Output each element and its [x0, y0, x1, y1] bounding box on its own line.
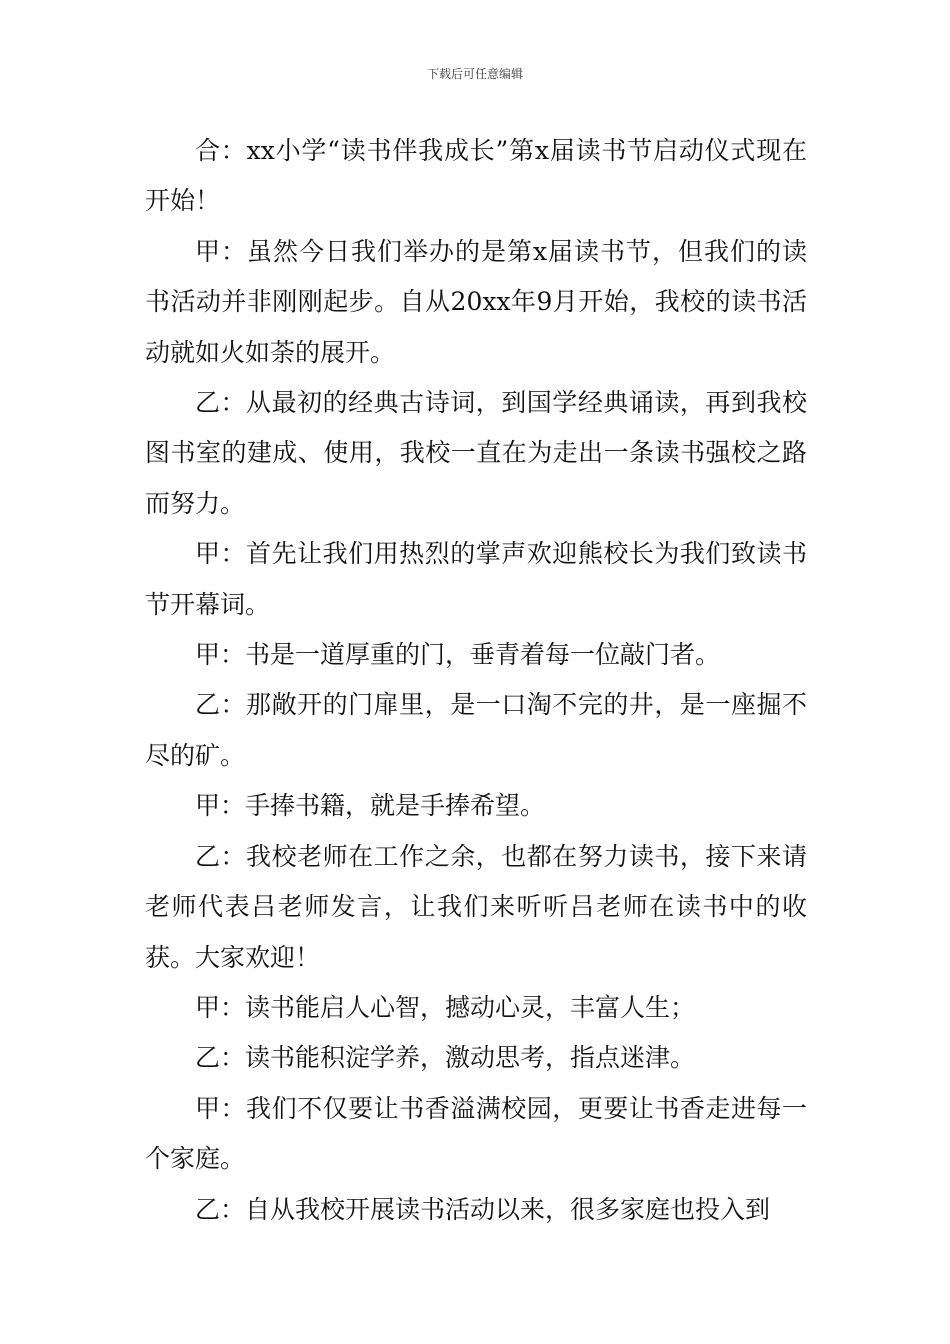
paragraph: 乙：自从我校开展读书活动以来，很多家庭也投入到	[195, 1194, 771, 1224]
paragraph: 乙：读书能积淀学养，激动思考，指点迷津。	[195, 1043, 696, 1073]
paragraph: 乙：我校老师在工作之余，也都在努力读书，接下来请老师代表吕老师发言，让我们来听听吕老师在读书中的收获。大家欢迎！	[145, 841, 807, 972]
paragraph: 乙：那敞开的门扉里，是一口淘不完的井，是一座掘不尽的矿。	[145, 690, 807, 770]
paragraph: 甲：手捧书籍，就是手捧希望。	[195, 791, 546, 821]
paragraph: 甲：我们不仅要让书香溢满校园，更要让书香走进每一个家庭。	[145, 1093, 807, 1174]
page-header-note: 下载后可任意编辑	[426, 67, 523, 81]
paragraph: 甲：书是一道厚重的门，垂青着每一位敲门者。	[195, 640, 721, 670]
paragraph: 甲：首先让我们用热烈的掌声欢迎熊校长为我们致读书节开幕词。	[145, 539, 807, 619]
paragraph: 乙：从最初的经典古诗词，到国学经典诵读，再到我校图书室的建成、使用，我校一直在为走出一条读书强校之路而努力。	[145, 388, 807, 518]
paragraph: 甲：虽然今日我们举办的是第x届读书节，但我们的读书活动并非刚刚起步。自从20xx年9月开始，我校的读书活动就如火如荼的展开。	[145, 236, 807, 367]
paragraph: 合：xx小学“读书伴我成长”第x届读书节启动仪式现在开始！	[145, 136, 807, 216]
document-body	[145, 126, 807, 1235]
paragraph: 甲：读书能启人心智，撼动心灵，丰富人生；	[195, 992, 696, 1022]
